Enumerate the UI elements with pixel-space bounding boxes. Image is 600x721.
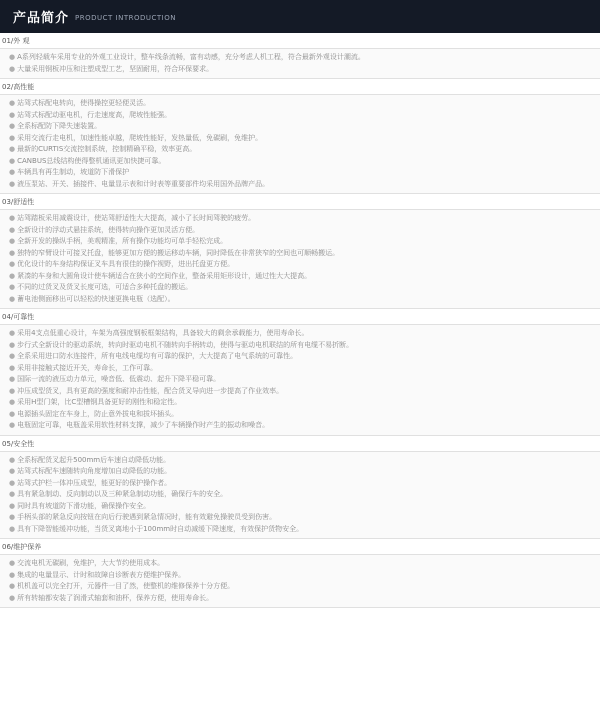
list-item-text: 采用H型门架，比C型槽钢具备更好的刚性和稳定性。: [17, 398, 182, 406]
list-item: [0, 489, 600, 501]
section-body: [0, 94, 600, 194]
bullet-icon: ●: [9, 168, 16, 176]
list-item: [0, 478, 600, 490]
bullet-icon: ●: [9, 421, 16, 429]
bullet-icon: ●: [9, 490, 16, 498]
bullet-icon: ●: [9, 214, 16, 222]
list-item-text: 集成的电量显示、计时和故障自诊断表方便维护保养。: [17, 570, 186, 579]
page-header: [0, 0, 600, 33]
list-item: [0, 512, 600, 524]
bullet-icon: ●: [9, 179, 16, 188]
bullet-icon: ●: [9, 582, 16, 590]
list-item-text: 手柄头部的紧急反向按钮在向后行驶遇到紧急情况时，能有效避免操驶员受到伤害。: [17, 513, 277, 521]
list-item-text: 站驾踏板采用减震设计，使站驾舒适性大大提高，减小了长时间驾驶的疲劳。: [17, 214, 256, 222]
list-item: [0, 167, 600, 179]
bullet-icon: ●: [9, 53, 16, 61]
bullet-icon: ●: [9, 294, 16, 303]
bullet-icon: ●: [9, 524, 16, 533]
list-item-text: 站驾式标配车速随转向角度增加自动降低的功能。: [17, 467, 172, 475]
list-item-text: 紧凑的车身和大圆角设计使车辆适合在狭小的空间作业，整备采用矩形设计，通过性大大提高。: [17, 271, 312, 280]
list-item: [0, 455, 600, 467]
product-intro-content: [0, 34, 600, 608]
list-item-text: 站驾式护栏一体冲压成型，能更好的保护操作者。: [17, 478, 172, 487]
list-item-text: 冲压成型货叉，具有更高的强度和耐冲击性能，配合货叉导向进一步提高了作业效率。: [17, 386, 284, 395]
list-item: [0, 236, 600, 248]
section-body: [0, 209, 600, 309]
bullet-icon: ●: [9, 409, 16, 418]
list-item: [0, 386, 600, 398]
list-item: [0, 248, 600, 260]
list-item-text: 液压泵站、开关、插接件、电量显示表和计时表等重要部件均采用国外品牌产品。: [17, 179, 270, 188]
section-body: [0, 554, 600, 608]
list-item: [0, 374, 600, 386]
list-item: [0, 64, 600, 76]
bullet-icon: ●: [9, 363, 16, 372]
list-item-text: 同时具有坡道防下滑功能，确保操作安全。: [17, 501, 151, 510]
section-title: 01/外 观: [2, 37, 30, 45]
bullet-icon: ●: [9, 99, 16, 107]
bullet-icon: ●: [9, 225, 16, 234]
section-title: 03/舒适性: [2, 198, 35, 206]
list-item-text: 电瓶固定可靠，电瓶盖采用软性材料支撑，减少了车辆操作时产生的振动和噪音。: [17, 421, 270, 429]
bullet-icon: ●: [9, 248, 16, 257]
list-item-text: 全系采用进口防水连接件，所有电线电缆均有可靠的保护，大大提高了电气系统的可靠性。: [17, 352, 298, 360]
list-item-text: 步行式全新设计的驱动系统，转向时驱动电机不随转向手柄转动，使得与驱动电机联结的所有电缆不易折断。: [17, 340, 354, 349]
section-body: [0, 48, 600, 79]
list-item-text: 采用4支点低重心设计，车架为高强度钢板框架结构，具备较大的剩余承载能力，使用寿命长。: [17, 329, 309, 337]
bullet-icon: ●: [9, 133, 16, 142]
list-item: [0, 110, 600, 122]
section-title: 06/维护保养: [2, 543, 42, 551]
list-item-text: 站驾式标配电转向，使得操控更轻便灵活。: [17, 99, 151, 107]
bullet-icon: ●: [9, 156, 16, 165]
list-item-text: 不同的过货叉及货叉长度可选，可适合多种托盘的搬运。: [17, 283, 193, 291]
bullet-icon: ●: [9, 352, 16, 360]
bullet-icon: ●: [9, 260, 16, 268]
list-item: [0, 420, 600, 432]
list-item-text: 全新设计的浮动式悬挂系统，使得转向操作更加灵活方便。: [17, 225, 200, 234]
list-item: [0, 179, 600, 191]
list-item-text: 机机盖可以完全打开，元器件一目了然，使整机的维修保养十分方便。: [17, 582, 235, 590]
bullet-icon: ●: [9, 513, 16, 521]
list-item-text: 采用交流行走电机，加速性能卓越，爬坡性能好，发热量低，免碳刷，免维护。: [17, 133, 263, 142]
list-item-text: 全系标配防下降失速装置。: [17, 122, 102, 130]
bullet-icon: ●: [9, 145, 16, 153]
list-item: [0, 409, 600, 421]
list-item: [0, 52, 600, 64]
list-item: [0, 133, 600, 145]
list-item: [0, 363, 600, 375]
section-body: [0, 324, 600, 436]
list-item: [0, 156, 600, 168]
bullet-icon: ●: [9, 386, 16, 395]
bullet-icon: ●: [9, 283, 16, 291]
bullet-icon: ●: [9, 122, 16, 130]
section-title: 04/可靠性: [2, 313, 35, 321]
list-item: [0, 466, 600, 478]
list-item: [0, 225, 600, 237]
list-item-text: 大量采用钢板冲压和注塑成型工艺，坚固耐用，符合环保要求。: [17, 64, 214, 73]
list-item-text: 最新的CURTIS交流控制系统，控制精确平稳，效率更高。: [17, 145, 197, 153]
bullet-icon: ●: [9, 375, 16, 383]
list-item-text: 具有紧急制动、反向制动以及三种紧急制动功能，确保行车的安全。: [17, 490, 228, 498]
list-item: [0, 501, 600, 513]
list-item: [0, 294, 600, 306]
section-title: 02/高性能: [2, 83, 35, 91]
section-body: [0, 451, 600, 540]
list-item: [0, 593, 600, 605]
bullet-icon: ●: [9, 340, 16, 349]
list-item: [0, 581, 600, 593]
list-item-text: 优化设计的车身结构保证叉车具有很佳的操作视野，进出托盘更方便。: [17, 260, 235, 268]
list-item-text: 具有下降智能缓冲功能，当货叉离地小于100mm时自动减缓下降速度，有效保护货物安全。: [17, 524, 304, 533]
list-item-text: 独特的窄臂设计可接叉托盘，能够更加方便的搬运移动车辆，同时降低在非常狭窄的空间也可顺畅搬运。: [17, 248, 340, 257]
bullet-icon: ●: [9, 501, 16, 510]
list-item: [0, 121, 600, 133]
list-item-text: 蓄电池侧面移出可以轻松的快速更换电瓶（选配）。: [17, 294, 175, 303]
list-item-text: 站驾式标配动驱电机，行走速度高，爬坡性能强。: [17, 110, 172, 119]
list-item-text: 国际一流的液压动力单元，噪音低、低震动、起升下降平稳可靠。: [17, 375, 221, 383]
list-item: [0, 328, 600, 340]
bullet-icon: ●: [9, 593, 16, 602]
bullet-icon: ●: [9, 271, 16, 280]
list-item: [0, 340, 600, 352]
list-item: [0, 570, 600, 582]
list-item-text: CANBUS总线结构使得整机通讯更加快捷可靠。: [17, 156, 166, 165]
list-item: [0, 524, 600, 536]
bullet-icon: ●: [9, 110, 16, 119]
list-item-text: A系列轻载车采用专业的外观工业设计，整车线条流畅，富有动感，充分考虑人机工程，符合最新外观设计潮流。: [17, 53, 365, 61]
bullet-icon: ●: [9, 64, 16, 73]
list-item: [0, 282, 600, 294]
header-subtitle: PRODUCT INTRODUCTION: [75, 14, 176, 22]
bullet-icon: ●: [9, 478, 16, 487]
list-item-text: 车辆具有再生制动，坡道防下滑保护: [17, 168, 130, 176]
list-item-text: 所有转轴都安装了润滑式轴套和油杯，保养方便，使用寿命长。: [17, 593, 214, 602]
section-title: 05/安全性: [2, 439, 35, 448]
bullet-icon: ●: [9, 455, 16, 464]
list-item: [0, 558, 600, 570]
bullet-icon: ●: [9, 237, 16, 245]
bullet-icon: ●: [9, 329, 16, 337]
list-item: [0, 351, 600, 363]
list-item-text: 采用非接触式接近开关，寿命长，工作可靠。: [17, 363, 158, 372]
bullet-icon: ●: [9, 559, 16, 567]
list-item: [0, 98, 600, 110]
list-item-text: 全系标配货叉起升500mm后车速自动降低功能。: [17, 455, 171, 464]
list-item: [0, 259, 600, 271]
bullet-icon: ●: [9, 398, 16, 406]
bullet-icon: ●: [9, 570, 16, 579]
bullet-icon: ●: [9, 467, 16, 475]
list-item: [0, 144, 600, 156]
header-title: 产品简介: [13, 11, 70, 26]
list-item: [0, 271, 600, 283]
list-item-text: 电源插头固定在车身上，防止意外拔电和拔坏插头。: [17, 409, 179, 418]
list-item: [0, 397, 600, 409]
list-item: [0, 213, 600, 225]
list-item-text: 交流电机无碳刷，免维护，大大节约使用成本。: [17, 559, 165, 567]
list-item-text: 全新开发的操纵手柄，美观精准，所有操作功能均可单手轻松完成。: [17, 237, 228, 245]
